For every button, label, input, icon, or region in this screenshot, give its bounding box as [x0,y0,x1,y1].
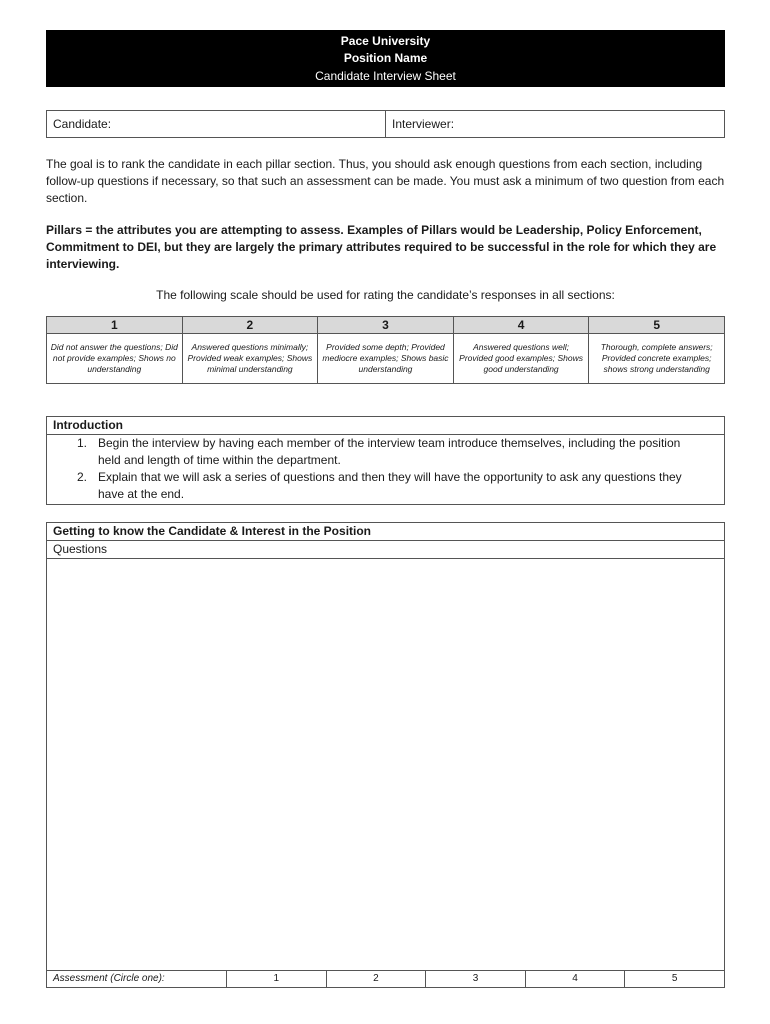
scale-header-5: 5 [589,317,725,334]
introduction-list [47,435,724,503]
assessment-label: Assessment (Circle one): [47,971,227,987]
scale-desc-4: Answered questions well; Provided good examples; Shows good understanding [453,334,589,384]
list-item-text: Begin the interview by having each member of the interview team introduce themselves, including the position held and length of time within the department. [98,436,681,467]
assessment-option-5[interactable]: 5 [671,973,678,984]
getting-to-know-section [46,522,725,988]
scale-header-4: 4 [453,317,589,334]
rating-scale-table [46,316,725,384]
assessment-option-1[interactable]: 1 [227,971,327,987]
university-name: Pace University [340,34,431,48]
assessment-option-2[interactable]: 2 [327,971,427,987]
scale-header-1: 1 [47,317,183,334]
position-name: Position Name [343,51,428,65]
assessment-option-4[interactable]: 4 [526,971,626,987]
list-item [47,469,724,503]
list-item-text: Explain that we will ask a series of questions and then they will have the opportunity to ask any questions they have at the end. [98,470,682,501]
list-item [47,435,724,469]
list-item-number: 1. [77,436,88,450]
scale-desc-5: Thorough, complete answers; Provided concrete examples; shows strong understanding [589,334,725,384]
introduction-title: Introduction [47,417,724,435]
scale-header-2: 2 [182,317,318,334]
section-title: Getting to know the Candidate & Interest in the Position [47,523,724,541]
scale-desc-1: Did not answer the questions; Did not provide examples; Shows no understanding [47,334,183,384]
scale-desc-3: Provided some depth; Provided mediocre examples; Shows basic understanding [318,334,454,384]
candidate-interviewer-table [46,110,725,138]
scale-header-3: 3 [318,317,454,334]
assessment-option-3[interactable]: 3 [426,971,526,987]
sheet-title: Candidate Interview Sheet [315,69,456,83]
scale-intro: The following scale should be used for rating the candidate’s responses in all sections: [156,288,615,302]
list-item-number: 2. [77,470,88,484]
questions-label: Questions [47,541,724,559]
instructions-paragraph: The goal is to rank the candidate in each pillar section. Thus, you should ask enough questions from each section, including follow-up questions if necessary, so that such an assessment can be made. You must ask a minimum of two question from each section. [46,157,725,205]
assessment-row [47,970,724,987]
pillars-paragraph: Pillars = the attributes you are attempting to assess. Examples of Pillars would be Leadership, Policy Enforcement, Commitment to DEI, but they are largely the primary attributes required to be successful in the role for which they are interviewing. [46,223,717,271]
interviewer-field[interactable]: Interviewer: [392,117,455,131]
candidate-field[interactable]: Candidate: [47,111,386,137]
scale-desc-2: Answered questions minimally; Provided weak examples; Shows minimal understanding [182,334,318,384]
questions-area[interactable] [47,559,724,948]
introduction-section [46,416,725,505]
document-header [46,30,725,87]
